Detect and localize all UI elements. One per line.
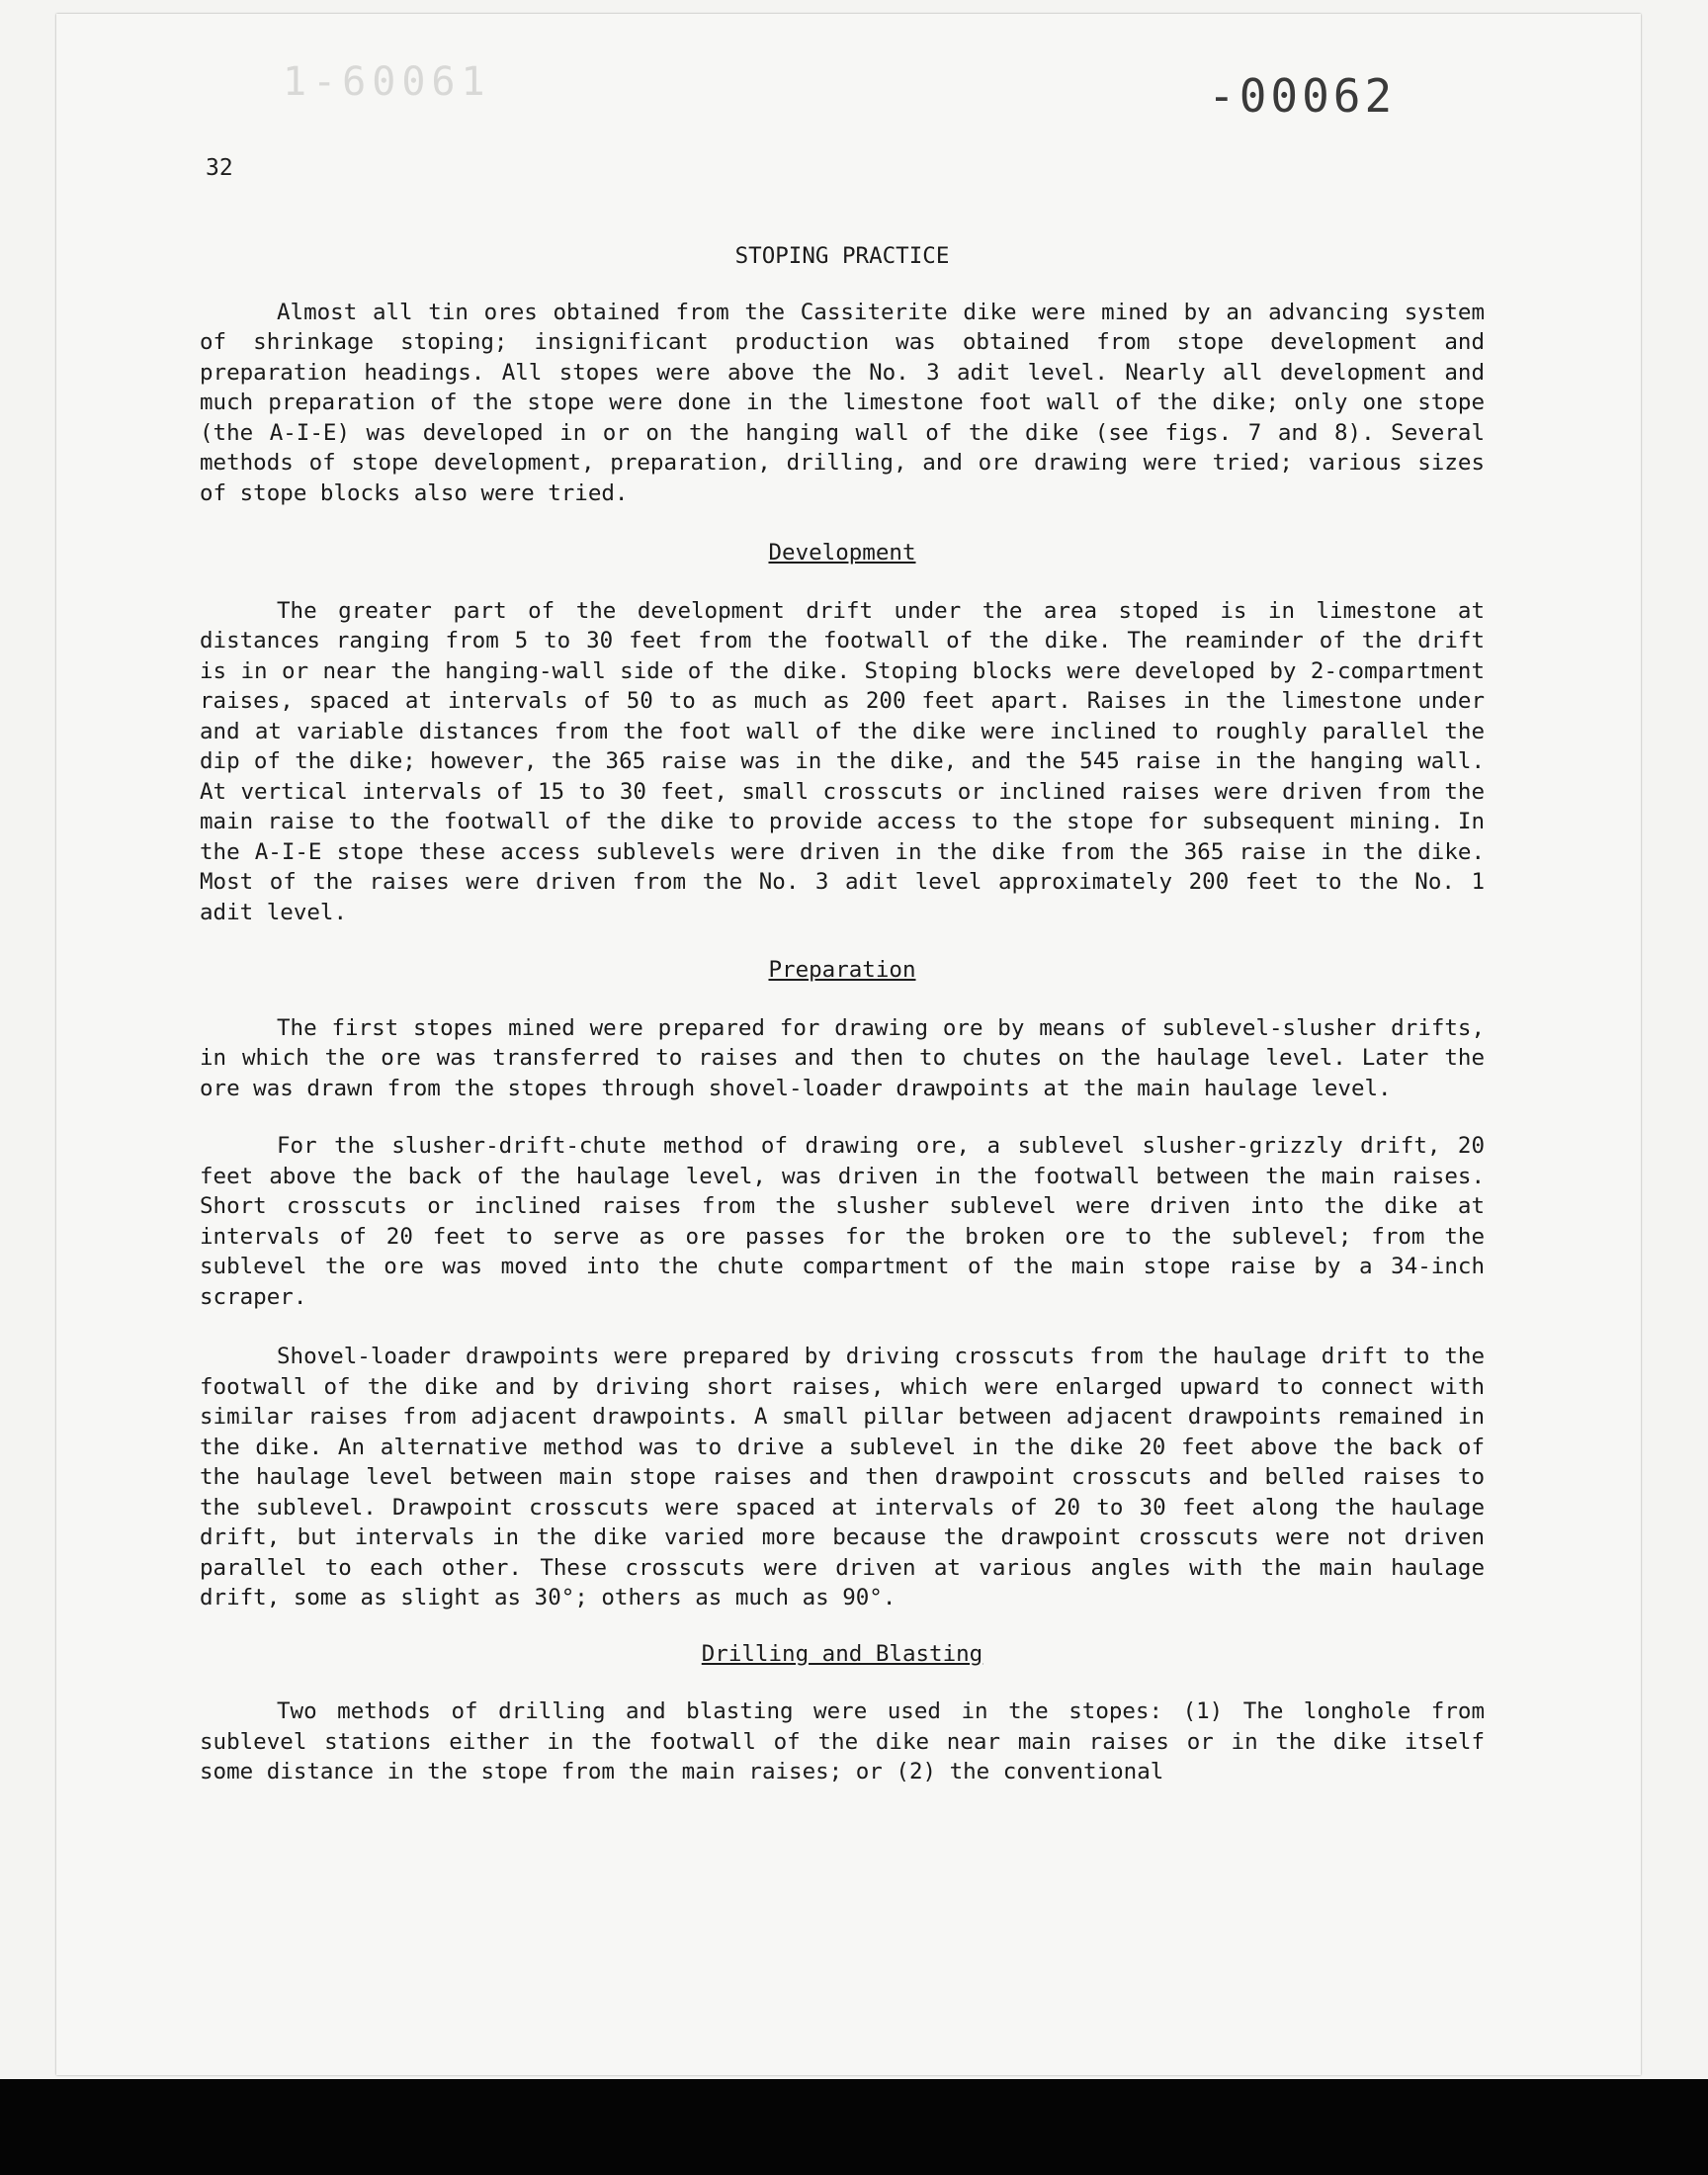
scanner-bottom-edge xyxy=(0,2079,1708,2175)
section-heading-development: Development xyxy=(768,540,916,566)
development-paragraph: The greater part of the development drift under the area stoped is in limestone at distances ranging from 5 to 30 feet from the footwall of the dike. The reaminder of the drift is in or near the hanging-wall side of the dike. Stoping blocks were developed by 2-compartment raises, spaced at intervals of 50 to as much as 200 feet apart. Raises in the limestone under and at variable distances from the foot wall of the dike were inclined to roughly parallel the dip of the dike; however, the 365 raise was in the dike, and the 545 raise in the hanging wall. At vertical intervals of 15 to 30 feet, small crosscuts or inclined raises were driven from the main raise to the footwall of the dike to provide access to the stope for subsequent mining. In the A-I-E stope these access sublevels were driven in the dike from the 365 raise in the dike. Most of the raises were driven from the No. 3 adit level approximately 200 feet to the No. 1 adit level. xyxy=(200,597,1485,925)
document-title: STOPING PRACTICE xyxy=(734,243,950,269)
faint-stamp-number: 1-60061 xyxy=(283,59,491,105)
drilling-paragraph: Two methods of drilling and blasting were used in the stopes: (1) The longhole from sublevel stations either in the footwall of the dike near main raises or in the dike itself some distance in the stope from the main raises; or (2) the conventional xyxy=(200,1698,1485,1784)
page-number: 32 xyxy=(206,155,233,181)
section-heading-drilling: Drilling and Blasting xyxy=(701,1640,983,1667)
intro-paragraph: Almost all tin ores obtained from the Cassiterite dike were mined by an advancing system of shrinkage stoping; insignificant production was obtained from stope development and preparation headings. All stopes were above the No. 3 adit level. Nearly all development and much preparation of the stope were done in the limestone foot wall of the dike; only one stope (the A-I-E) was developed in or on the hanging wall of the dike (see figs. 7 and 8). Several methods of stope development, preparation, drilling, and ore drawing were tried; various sizes of stope blocks also were tried. xyxy=(200,299,1485,506)
preparation-paragraph-1: The first stopes mined were prepared for drawing ore by means of sublevel-slusher drifts, in which the ore was transferred to raises and then to chutes on the haulage level. Later the ore was drawn from the stopes through shovel-loader drawpoints at the main haulage level. xyxy=(200,1014,1485,1101)
document-stamp-number: -00062 xyxy=(1208,69,1397,123)
section-heading-preparation: Preparation xyxy=(768,957,916,983)
preparation-paragraph-3: Shovel-loader drawpoints were prepared by driving crosscuts from the haulage drift to the footwall of the dike and by driving short raises, which were enlarged upward to connect with similar raises from adjacent drawpoints. A small pillar between adjacent drawpoints remained in the dike. An alternative method was to drive a sublevel in the dike 20 feet above the back of the haulage level between main stope raises and then drawpoint crosscuts and belled raises to the sublevel. Drawpoint crosscuts were spaced at intervals of 20 to 30 feet along the haulage drift, but intervals in the dike varied more because the drawpoint crosscuts were not driven parallel to each other. These crosscuts were driven at various angles with the main haulage drift, some as slight as 30°; others as much as 90°. xyxy=(200,1344,1485,1610)
document-body xyxy=(200,241,1485,1787)
preparation-paragraph-2: For the slusher-drift-chute method of drawing ore, a sublevel slusher-grizzly drift, 20 feet above the back of the haulage level, was driven in the footwall between the main raises. Short crosscuts or inclined raises from the slusher sublevel were driven into the dike at intervals of 20 feet to serve as ore passes for the broken ore to the sublevel; from the sublevel the ore was moved into the chute compartment of the main stope raise by a 34-inch scraper. xyxy=(200,1133,1485,1310)
